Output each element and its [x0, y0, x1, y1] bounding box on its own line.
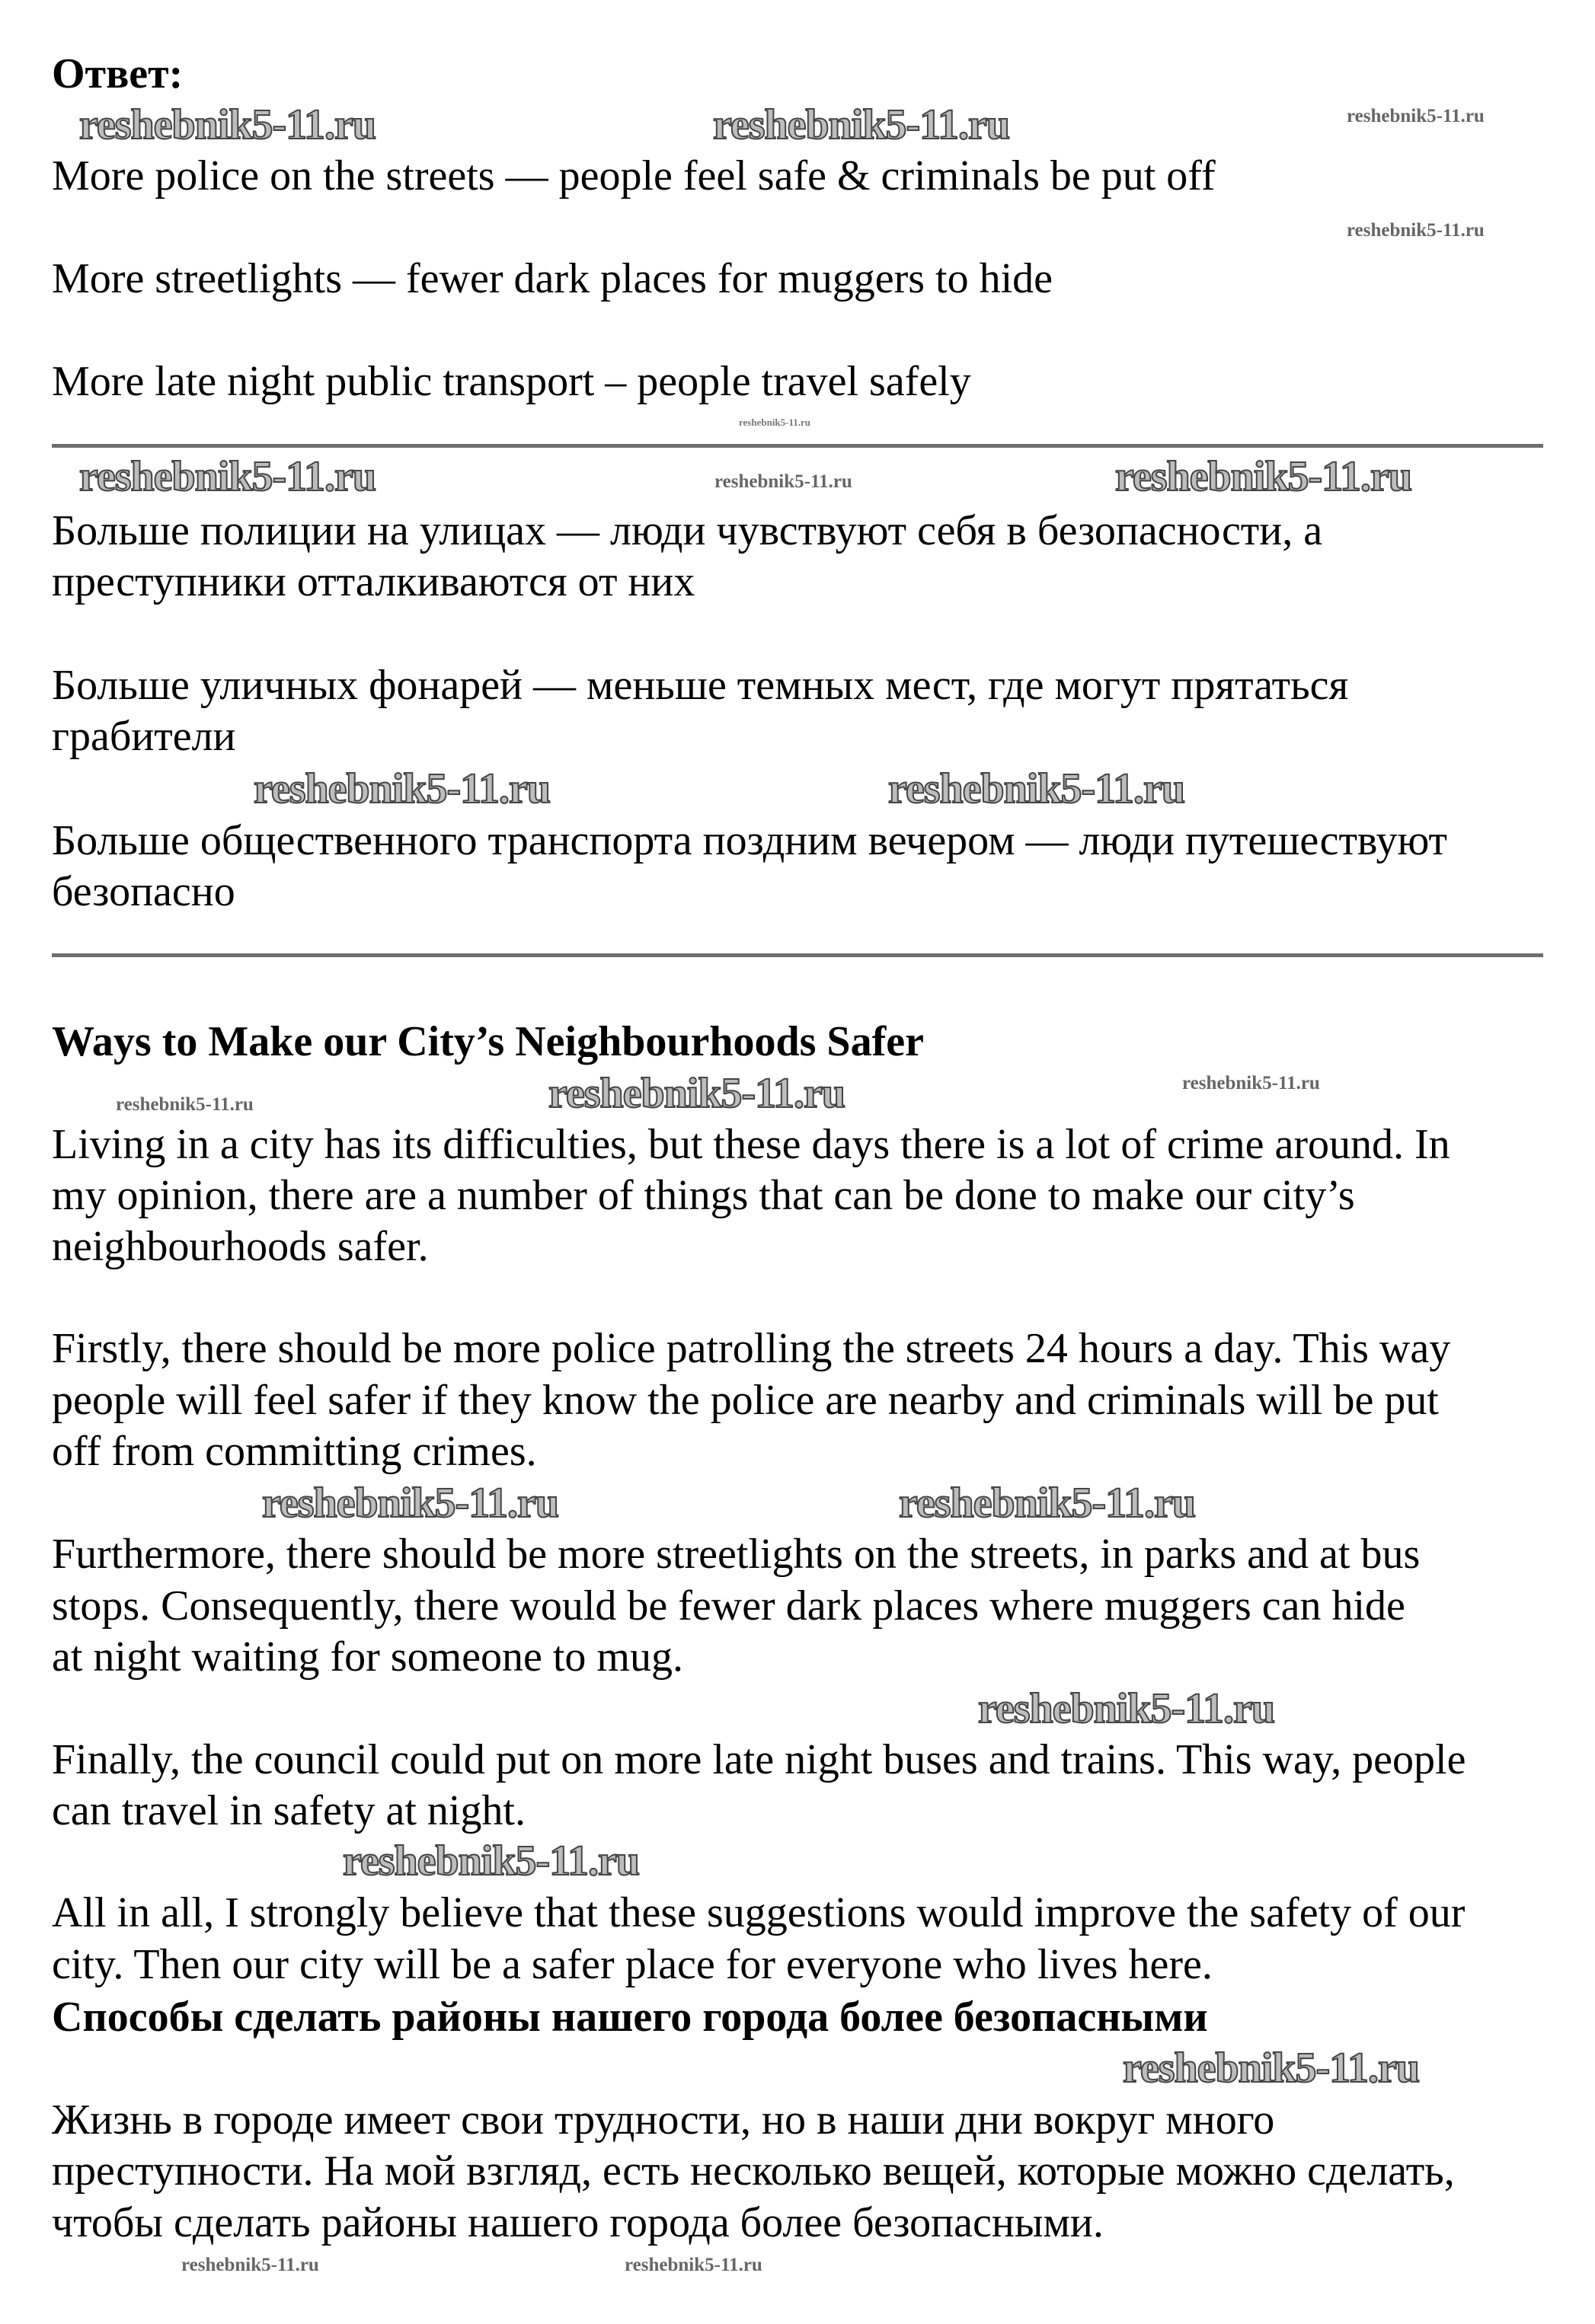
line: stops. Consequently, there would be fewer dark places where muggers can hide	[52, 1582, 1405, 1630]
watermark: reshebnik5-11.ru	[1347, 220, 1485, 241]
watermark: reshebnik5-11.ru	[1115, 453, 1412, 500]
line: at night waiting for someone to mug.	[52, 1633, 683, 1681]
watermark: reshebnik5-11.ru	[713, 101, 1010, 148]
line: city. Then our city will be a safer place for everyone who lives here.	[52, 1941, 1213, 1988]
line: Жизнь в городе имеет свои трудности, но в наши дни вокруг много	[52, 2096, 1275, 2144]
line: чтобы сделать районы нашего города более безопасными.	[52, 2199, 1104, 2246]
watermark: reshebnik5-11.ru	[548, 1070, 845, 1117]
watermark: reshebnik5-11.ru	[79, 453, 376, 500]
divider	[52, 953, 1543, 957]
watermark: reshebnik5-11.ru	[1347, 106, 1485, 126]
watermark: reshebnik5-11.ru	[625, 2255, 762, 2275]
watermark: reshebnik5-11.ru	[116, 1094, 254, 1115]
essay-ru-title: Способы сделать районы нашего города более безопасными	[52, 1994, 1208, 2041]
line: my opinion, there are a number of things that can be done to make our city’s	[52, 1172, 1355, 1219]
watermark: reshebnik5-11.ru	[888, 765, 1185, 812]
line: Больше полиции на улицах — люди чувствуют себя в безопасности, а	[52, 507, 1323, 554]
watermark: reshebnik5-11.ru	[978, 1685, 1275, 1732]
line: Больше общественного транспорта поздним вечером — люди путешествуют	[52, 817, 1448, 864]
line: people will feel safer if they know the police are nearby and criminals will be put	[52, 1377, 1439, 1424]
summary-en-item: More police on the streets — people feel safe & criminals be put off	[52, 152, 1216, 200]
essay-en-title: Ways to Make our City’s Neighbourhoods Safer	[52, 1018, 924, 1065]
watermark: reshebnik5-11.ru	[343, 1837, 640, 1885]
watermark: reshebnik5-11.ru	[714, 471, 852, 492]
line: neighbourhoods safer.	[52, 1223, 429, 1270]
line: Firstly, there should be more police patrolling the streets 24 hours a day. This way	[52, 1325, 1451, 1372]
line: преступники отталкиваются от них	[52, 558, 695, 605]
watermark: reshebnik5-11.ru	[79, 101, 376, 148]
watermark: reshebnik5-11.ru	[899, 1480, 1196, 1527]
line: Finally, the council could put on more late night buses and trains. This way, people	[52, 1736, 1466, 1783]
line: Больше уличных фонарей — меньше темных мест, где могут прятаться	[52, 662, 1349, 709]
summary-en-item: More streetlights — fewer dark places for muggers to hide	[52, 255, 1053, 302]
line: All in all, I strongly believe that these suggestions would improve the safety of our	[52, 1889, 1466, 1936]
watermark: reshebnik5-11.ru	[739, 417, 811, 428]
watermark: reshebnik5-11.ru	[262, 1480, 559, 1527]
watermark: reshebnik5-11.ru	[1123, 2045, 1420, 2092]
line: Living in a city has its difficulties, but these days there is a lot of crime around. In	[52, 1121, 1450, 1168]
line: грабители	[52, 713, 236, 760]
summary-en-item: More late night public transport – people travel safely	[52, 358, 971, 405]
answer-label: Ответ:	[52, 50, 184, 97]
line: can travel in safety at night.	[52, 1787, 526, 1834]
line: преступности. На мой взгляд, есть несколько вещей, которые можно сделать,	[52, 2147, 1455, 2195]
line: off from committing crimes.	[52, 1428, 537, 1475]
watermark: reshebnik5-11.ru	[254, 765, 551, 812]
line: Furthermore, there should be more streetlights on the streets, in parks and at bus	[52, 1531, 1421, 1578]
watermark: reshebnik5-11.ru	[181, 2255, 319, 2275]
divider	[52, 444, 1543, 448]
watermark: reshebnik5-11.ru	[1182, 1073, 1320, 1093]
line: безопасно	[52, 868, 235, 915]
